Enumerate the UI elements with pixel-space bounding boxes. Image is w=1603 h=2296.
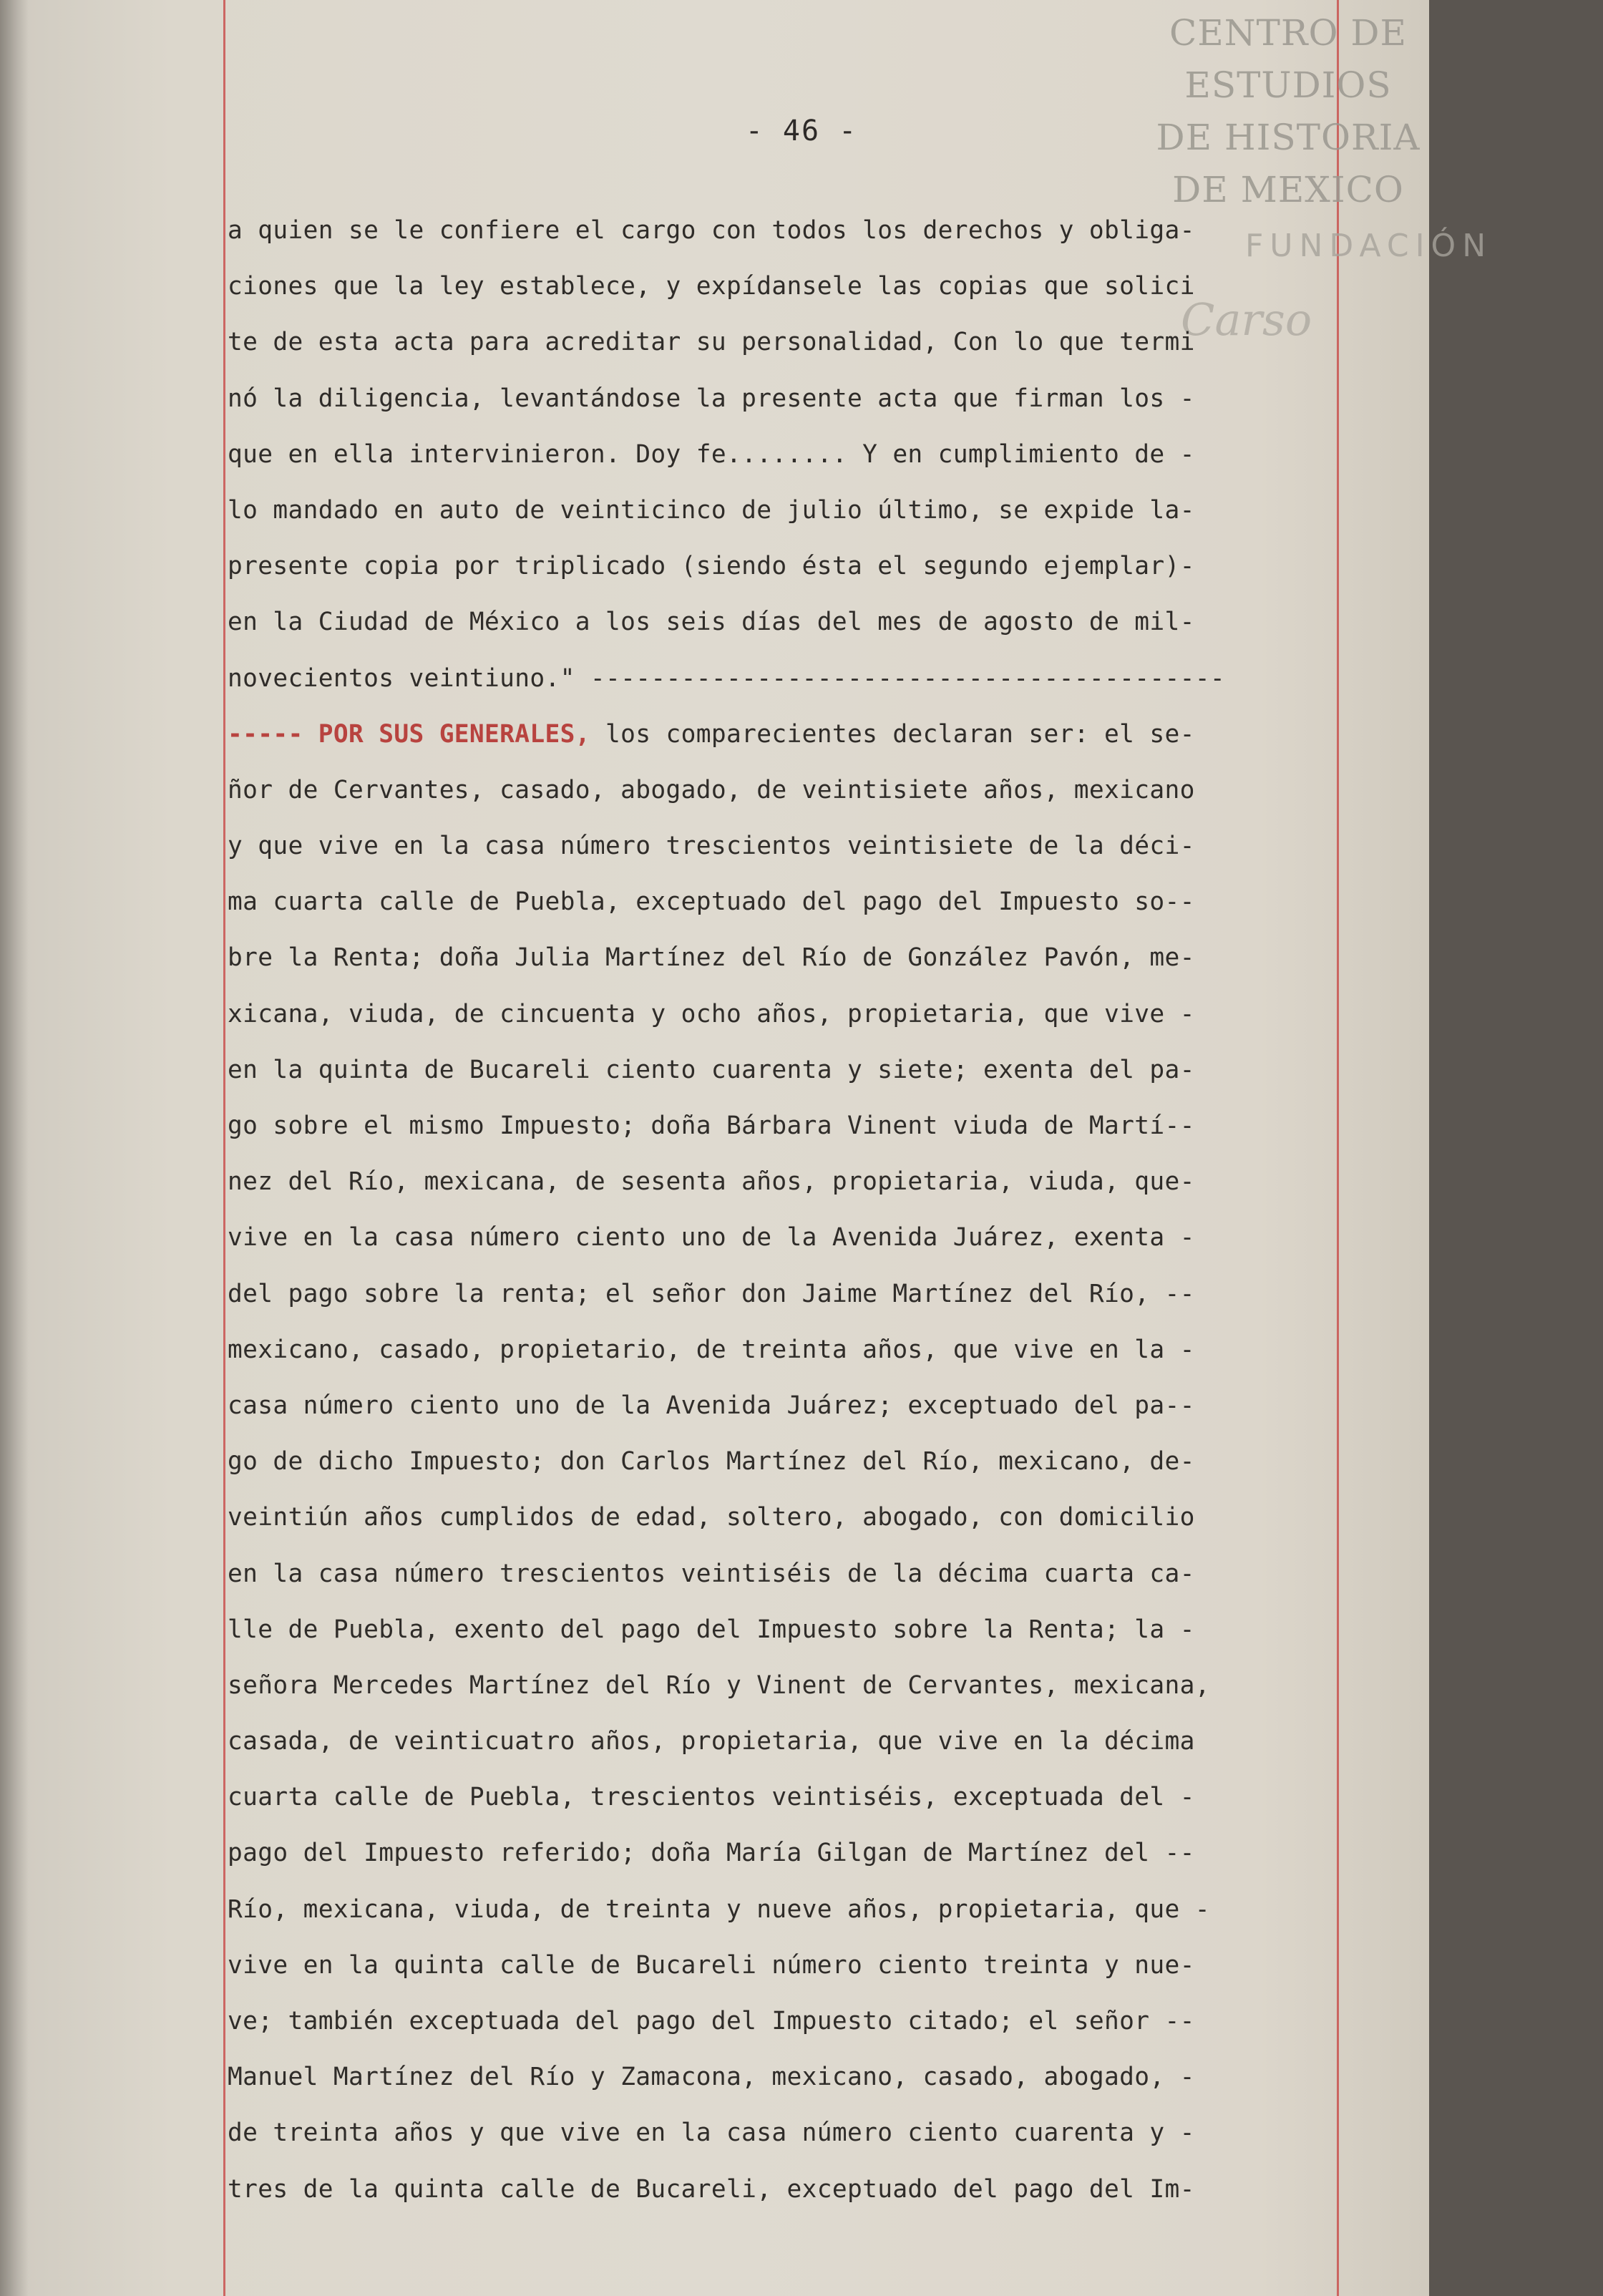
text-line (228, 1098, 1337, 1154)
watermark-line: DE MEXICO (1172, 169, 1404, 210)
watermark-script-logo: Carso (1181, 293, 1312, 346)
text-line-content: en la casa número trescientos veintiséis de la décima cuarta ca- (228, 1559, 1195, 1588)
left-margin-rule (223, 0, 225, 2296)
text-line (228, 203, 1337, 258)
text-line (228, 1937, 1337, 1993)
text-line-content: y que vive en la casa número trescientos veintisiete de la déci- (228, 832, 1195, 861)
text-line-content: ñor de Cervantes, casado, abogado, de veintisiete años, mexicano (228, 775, 1195, 804)
text-line (228, 371, 1337, 427)
text-line (228, 1602, 1337, 1658)
text-line-content: lo mandado en auto de veinticinco de julio último, se expide la- (228, 495, 1195, 525)
text-line-content: Manuel Martínez del Río y Zamacona, mexicano, casado, abogado, - (228, 2063, 1195, 2092)
text-line (228, 1713, 1337, 1769)
text-line (228, 538, 1337, 594)
text-line-content: nez del Río, mexicana, de sesenta años, propietaria, viuda, que- (228, 1167, 1195, 1197)
text-line-content: que en ella intervinieron. Doy fe........ Y en cumplimiento de - (228, 439, 1195, 469)
text-line-content: vive en la casa número ciento uno de la Avenida Juárez, exenta - (228, 1223, 1195, 1252)
text-line (228, 1434, 1337, 1489)
section-lead-heading: ----- POR SUS GENERALES, (228, 719, 590, 749)
text-line-content: en la Ciudad de México a los seis días del mes de agosto de mil- (228, 608, 1195, 637)
text-line-content: pago del Impuesto referido; doña María Gilgan de Martínez del -- (228, 1839, 1195, 1868)
text-line (228, 427, 1337, 482)
text-line (228, 818, 1337, 874)
text-line-content: a quien se le confiere el cargo con todos los derechos y obliga- (228, 216, 1195, 245)
text-line (228, 1658, 1337, 1713)
text-line-content: lle de Puebla, exento del pago del Impuesto sobre la Renta; la - (228, 1615, 1195, 1644)
text-line (228, 594, 1337, 650)
text-line-content: los comparecientes declaran ser: el se- (590, 719, 1195, 749)
text-line-content: ve; también exceptuada del pago del Impuesto citado; el señor -- (228, 2007, 1195, 2035)
text-line (228, 1378, 1337, 1434)
text-line-content: go de dicho Impuesto; don Carlos Martínez del Río, mexicano, de- (228, 1447, 1195, 1477)
text-line (228, 1546, 1337, 1602)
watermark-foundation: FUNDACIÓN (1245, 228, 1493, 264)
text-line (228, 930, 1337, 986)
text-line (228, 986, 1337, 1042)
text-line (228, 1154, 1337, 1210)
text-line-content: presente copia por triplicado (siendo ésta el segundo ejemplar)- (228, 552, 1195, 581)
text-line (228, 762, 1337, 818)
text-line-content: tres de la quinta calle de Bucareli, exceptuado del pago del Im- (228, 2174, 1195, 2204)
text-line-content: cuarta calle de Puebla, trescientos veintiséis, exceptuada del - (228, 1783, 1195, 1812)
text-line (228, 314, 1337, 370)
text-line-content: te de esta acta para acreditar su personalidad, Con lo que termi (228, 328, 1195, 357)
text-line-content: vive en la quinta calle de Bucareli número ciento treinta y nue- (228, 1950, 1195, 1980)
text-line (228, 2105, 1337, 2161)
text-line (228, 2049, 1337, 2105)
text-line-content: bre la Renta; doña Julia Martínez del Río de González Pavón, me- (228, 943, 1195, 973)
text-line (228, 1322, 1337, 1378)
text-line (228, 1993, 1337, 2049)
text-line (228, 874, 1337, 930)
text-line (228, 651, 1337, 706)
text-line-content: Río, mexicana, viuda, de treinta y nueve años, propietaria, que - (228, 1894, 1210, 1924)
text-line (228, 1882, 1337, 1937)
text-line (228, 1769, 1337, 1825)
watermark-line: ESTUDIOS (1184, 64, 1392, 106)
text-line (228, 2161, 1337, 2217)
text-line (228, 1825, 1337, 1881)
text-line-content: en la quinta de Bucareli ciento cuarenta y siete; exenta del pa- (228, 1055, 1195, 1084)
text-line-content: del pago sobre la renta; el señor don Jaime Martínez del Río, -- (228, 1279, 1195, 1308)
text-line (228, 1210, 1337, 1265)
text-line-content: ma cuarta calle de Puebla, exceptuado del pago del Impuesto so-- (228, 887, 1195, 917)
page-number: - 46 - (745, 115, 858, 147)
text-line-content: de treinta años y que vive en la casa número ciento cuarenta y - (228, 2119, 1195, 2148)
text-line-content: mexicano, casado, propietario, de treinta años, que vive en la - (228, 1335, 1195, 1364)
text-line-content: señora Mercedes Martínez del Río y Vinent de Cervantes, mexicana, (228, 1670, 1210, 1700)
right-margin-rule (1337, 0, 1339, 2296)
archive-watermark (1138, 7, 1438, 216)
text-line (228, 1042, 1337, 1098)
text-line (228, 1266, 1337, 1322)
typed-text-body (228, 203, 1337, 2217)
text-line (228, 482, 1337, 538)
text-line-content: go sobre el mismo Impuesto; doña Bárbara Vinent viuda de Martí-- (228, 1111, 1195, 1140)
text-line-content: casa número ciento uno de la Avenida Juárez; exceptuado del pa-- (228, 1391, 1195, 1420)
text-line-content: ciones que la ley establece, y expídanselе las copias que solici (228, 272, 1195, 301)
text-line (228, 258, 1337, 314)
text-line-content: casada, de veinticuatro años, propietaria, que vive en la décima (228, 1727, 1195, 1756)
page-edge-shadow (0, 0, 29, 2296)
text-line-content: xicana, viuda, de cincuenta y ocho años, propietaria, que vive - (228, 999, 1195, 1028)
text-line-content: novecientos veintiuno." ------------------------------------------ (228, 663, 1225, 693)
text-line (228, 706, 1337, 762)
text-line-content: veintiún años cumplidos de edad, soltero, abogado, con domicilio (228, 1503, 1195, 1532)
watermark-line: CENTRO DE (1169, 12, 1407, 54)
text-line-content: nó la diligencia, levantándose la presente acta que firman los - (228, 384, 1195, 413)
watermark-line: DE HISTORIA (1156, 117, 1421, 158)
text-line (228, 1489, 1337, 1545)
